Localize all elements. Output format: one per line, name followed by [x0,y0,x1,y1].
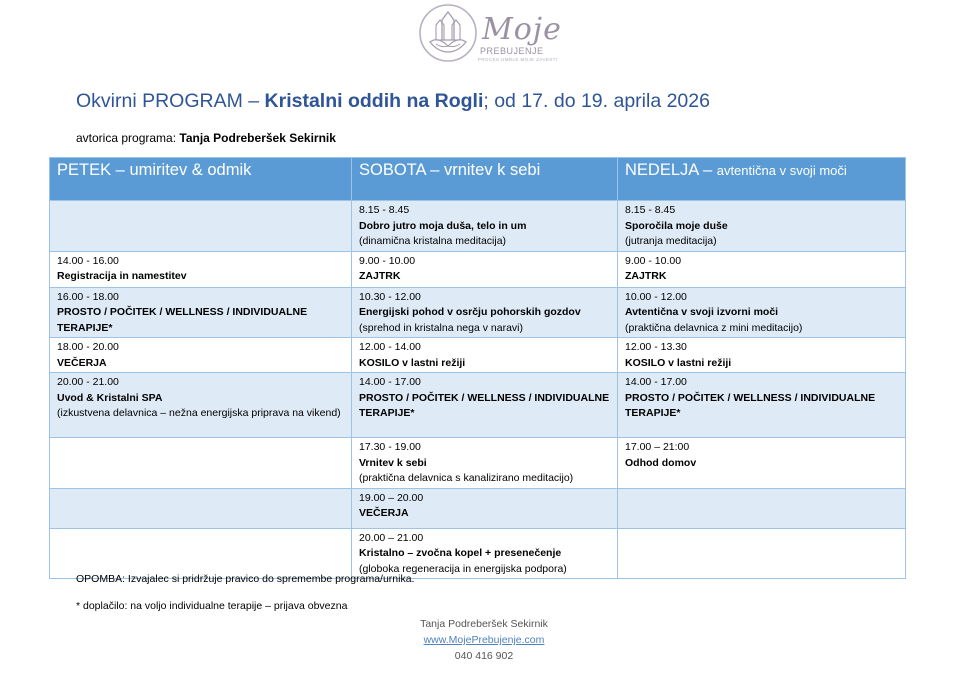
activity-nedelja: Odhod domov [625,456,697,469]
cell-sobota [352,438,618,489]
cell-sobota [352,338,618,373]
header-nedelja-main: NEDELJA – [625,161,717,179]
time-sobota: 8.15 - 8.45 [359,204,410,216]
table-row [50,287,906,338]
time-petek: 16.00 - 18.00 [57,290,119,303]
cell-nedelja [618,528,906,579]
cell-sobota [352,488,618,528]
time-sobota: 10.30 - 12.00 [359,290,421,303]
cell-nedelja [618,251,906,287]
cell-sobota [352,373,618,438]
time-petek: 20.00 - 21.00 [57,376,119,388]
cell-nedelja [618,373,906,438]
time-nedelja: 14.00 - 17.00 [625,376,687,388]
note-doplacilo: * doplačilo: na voljo individualne terapije – prijava obvezna [76,600,348,612]
cell-sobota [352,201,618,252]
title-suffix: ; od 17. do 19. aprila 2026 [483,90,710,112]
cell-sobota [352,287,618,338]
time-petek: 18.00 - 20.00 [57,341,119,353]
cell-nedelja [618,488,906,528]
note-nedelja: (jutranja meditacija) [625,235,717,247]
program-table [49,157,906,579]
activity-sobota: VEČERJA [359,507,409,519]
activity-sobota: ZAJTRK [359,270,401,282]
activity-sobota: Dobro jutro moja duša, telo in um [359,219,527,232]
time-nedelja: 8.15 - 8.45 [625,204,676,216]
cell-petek [50,201,352,252]
activity-sobota: Vrnitev k sebi [359,456,427,469]
header-nedelja-small: avtentična v svoji moči [716,163,847,178]
note-nedelja: (praktična delavnica z mini meditacijo) [625,321,803,334]
time-sobota: 9.00 - 10.00 [359,254,416,267]
logo [418,2,568,66]
cell-nedelja [618,201,906,252]
time-nedelja: 9.00 - 10.00 [625,254,682,267]
cell-sobota [352,528,618,579]
note-sobota: (dinamična kristalna meditacija) [359,235,507,247]
author-line [76,131,336,145]
time-sobota: 17.30 - 19.00 [359,441,421,453]
cell-nedelja [618,287,906,338]
activity-petek: Registracija in namestitev [57,270,187,282]
title-prefix: Okvirni PROGRAM – [76,90,265,112]
time-sobota: 19.00 – 20.00 [359,491,424,504]
activity-nedelja: KOSILO v lastni režiji [625,356,732,369]
footer-name: Tanja Podreberšek Sekirnik [420,618,548,630]
header-petek: PETEK – umiritev & odmik [50,158,352,201]
time-sobota: 20.00 – 21.00 [359,531,424,544]
page-title [76,90,710,113]
table-header-row [50,158,906,201]
time-petek: 14.00 - 16.00 [57,254,119,267]
activity-nedelja: Sporočila moje duše [625,219,728,232]
activity-petek: VEČERJA [57,356,107,369]
activity-nedelja: PROSTO / POČITEK / WELLNESS / INDIVIDUALNE TERAPIJE* [625,391,876,419]
activity-petek: Uvod & Kristalni SPA [57,391,163,404]
table-row [50,373,906,438]
note-sobota: (sprehod in kristalna nega v naravi) [359,321,524,334]
logo-subword: PREBUJENJE [480,46,544,56]
logo-tagline: PROCES UMRLE MOJE ZAVESTI [478,57,558,62]
cell-nedelja [618,338,906,373]
table-row [50,251,906,287]
header-sobota: SOBOTA – vrnitev k sebi [352,158,618,201]
note-opomba: OPOMBA: Izvajalec si pridržuje pravico do spremembe programa/urnika. [76,573,415,585]
table-row [50,438,906,489]
activity-sobota: KOSILO v lastni režiji [359,356,466,369]
footer-phone: 040 416 902 [454,650,514,662]
cell-petek [50,251,352,287]
table-row [50,338,906,373]
activity-nedelja: Avtentična v svoji izvorni moči [625,306,779,318]
time-sobota: 12.00 - 14.00 [359,341,421,353]
table-row [50,201,906,252]
note-sobota: (praktična delavnica s kanalizirano meditacijo) [359,472,574,484]
cell-sobota [352,251,618,287]
author-label: avtorica programa: [76,131,180,145]
table-row [50,528,906,579]
time-nedelja: 17.00 – 21:00 [625,441,690,453]
header-nedelja [618,158,906,201]
time-sobota: 14.00 - 17.00 [359,376,421,388]
lotus-crystal-icon [418,2,478,66]
cell-petek [50,287,352,338]
table-row [50,488,906,528]
logo-word: Moje [482,12,562,47]
cell-petek [50,438,352,489]
title-bold: Kristalni oddih na Rogli [264,90,484,112]
cell-petek [50,528,352,579]
time-nedelja: 10.00 - 12.00 [625,290,687,303]
cell-petek [50,488,352,528]
time-nedelja: 12.00 - 13.30 [625,341,687,353]
activity-sobota: PROSTO / POČITEK / WELLNESS / INDIVIDUALNE TERAPIJE* [359,391,610,419]
activity-petek: PROSTO / POČITEK / WELLNESS / INDIVIDUALNE TERAPIJE* [57,306,308,334]
cell-nedelja [618,438,906,489]
note-sobota: (globoka regeneracija in energijska podpora) [359,562,567,575]
activity-nedelja: ZAJTRK [625,270,667,282]
activity-sobota: Kristalno – zvočna kopel + presenečenje [359,547,562,559]
cell-petek [50,338,352,373]
cell-petek [50,373,352,438]
activity-sobota: Energijski pohod v osrčju pohorskih gozdov [359,306,581,318]
author-name: Tanja Podreberšek Sekirnik [179,131,336,145]
note-petek: (izkustvena delavnica – nežna energijska priprava na vikend) [57,407,341,419]
footer-website-link[interactable]: www.MojePrebujenje.com [423,634,545,646]
